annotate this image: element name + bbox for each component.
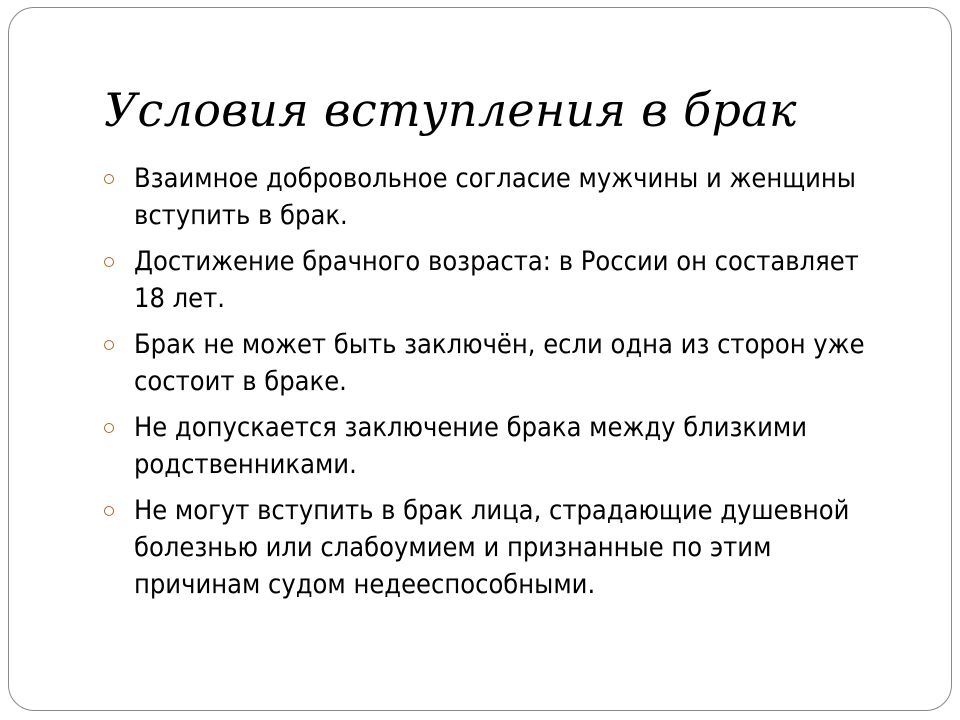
bullet-item [104, 492, 904, 603]
circle-bullet-icon [104, 340, 114, 350]
bullet-text: Достижение брачного возраста: в России он составляет 18 лет. [134, 246, 875, 314]
bullet-text: Брак не может быть заключён, если одна из сторон уже состоит в браке. [134, 329, 865, 397]
circle-bullet-icon [104, 174, 114, 184]
bullet-item [104, 326, 904, 400]
bullet-text: Не допускается заключение брака между близкими родственниками. [134, 412, 807, 480]
bullet-item [104, 243, 904, 317]
bullet-item [104, 160, 904, 234]
circle-bullet-icon [104, 257, 114, 267]
circle-bullet-icon [104, 423, 114, 433]
bullet-list [104, 160, 904, 612]
bullet-item [104, 409, 904, 483]
circle-bullet-icon [104, 506, 114, 516]
bullet-text: Не могут вступить в брак лица, страдающие душевной болезнью или слабоумием и признанные по этим причинам судом недееспособными. [134, 495, 850, 600]
bullet-text: Взаимное добровольное согласие мужчины и женщины вступить в брак. [134, 163, 856, 231]
slide-title: Условия вступления в брак [104, 83, 797, 137]
